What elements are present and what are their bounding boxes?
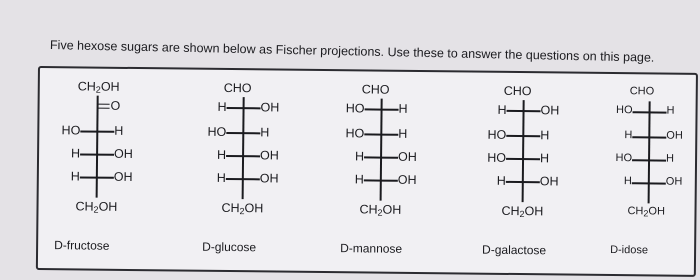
- right-substituent: H: [539, 151, 550, 166]
- left-substituent: H: [354, 149, 365, 164]
- top-group: $CH_2OH$: [77, 79, 120, 95]
- substituent-bond: [227, 107, 261, 109]
- right-substituent: OH: [665, 175, 683, 188]
- backbone-line: [380, 99, 383, 201]
- right-substituent: H: [114, 123, 124, 138]
- right-substituent: OH: [259, 171, 279, 186]
- molecule-glucose: [178, 69, 330, 271]
- left-substituent: HO: [61, 123, 81, 138]
- substituent-bond: [364, 179, 398, 181]
- right-substituent: OH: [397, 172, 417, 187]
- right-substituent: H: [398, 126, 408, 141]
- substituent-bond: [80, 176, 114, 178]
- page-heading: Five hexose sugars are shown below as Fischer projections. Use these to answer the questions on this page.: [49, 38, 655, 65]
- backbone-line: [96, 96, 99, 198]
- right-substituent: H: [666, 152, 675, 165]
- right-substituent: OH: [260, 148, 279, 163]
- fischer-projections-panel: [36, 66, 698, 277]
- right-substituent: H: [260, 125, 270, 140]
- substituent-bond: [632, 136, 666, 138]
- bottom-group: $CH_2OH$: [359, 202, 402, 218]
- left-substituent: H: [496, 173, 506, 188]
- left-substituent: H: [70, 169, 80, 184]
- backbone-line: [648, 101, 651, 203]
- right-substituent: H: [540, 128, 550, 143]
- top-group: CHO: [503, 83, 532, 99]
- substituent-bond: [226, 155, 260, 157]
- bottom-group: $CH_2OH$: [221, 200, 264, 217]
- double-bond-line: [98, 104, 110, 106]
- substituent-bond: [507, 110, 541, 112]
- right-substituent: OH: [113, 169, 133, 184]
- top-group: CHO: [361, 82, 390, 97]
- substituent-bond: [632, 159, 666, 161]
- substituent-bond: [226, 132, 260, 134]
- left-substituent: H: [216, 170, 226, 185]
- left-substituent: HO: [487, 150, 507, 165]
- right-substituent: OH: [260, 100, 280, 115]
- top-group: CHO: [223, 80, 252, 96]
- left-substituent: HO: [345, 101, 365, 116]
- sugar-name: D-mannose: [340, 241, 403, 256]
- left-substituent: H: [354, 172, 364, 187]
- left-substituent: H: [70, 146, 81, 161]
- substituent-bond: [80, 153, 114, 155]
- right-substituent: H: [398, 101, 408, 116]
- substituent-bond: [632, 182, 666, 184]
- substituent-bond: [365, 108, 399, 110]
- carbonyl-oxygen: O: [110, 98, 121, 113]
- left-substituent: HO: [615, 152, 633, 165]
- sugar-name: D-idose: [610, 244, 649, 257]
- left-substituent: HO: [345, 126, 365, 141]
- right-substituent: H: [666, 104, 675, 117]
- substituent-bond: [633, 111, 667, 113]
- left-substituent: H: [623, 175, 632, 188]
- left-substituent: HO: [487, 127, 507, 142]
- left-substituent: H: [497, 102, 507, 117]
- substituent-bond: [506, 158, 540, 160]
- substituent-bond: [364, 133, 398, 135]
- left-substituent: H: [217, 99, 227, 114]
- left-substituent: HO: [616, 104, 633, 117]
- right-substituent: OH: [666, 129, 683, 142]
- backbone-line: [242, 97, 245, 199]
- backbone-line: [522, 100, 525, 202]
- substituent-bond: [80, 130, 114, 132]
- substituent-bond: [506, 135, 540, 137]
- bottom-group: $CH_2OH$: [501, 203, 544, 220]
- substituent-bond: [506, 181, 540, 183]
- substituent-bond: [226, 178, 260, 180]
- bottom-group: $CH_2OH$: [75, 199, 118, 215]
- right-substituent: OH: [539, 174, 559, 189]
- molecule-idose: [586, 74, 700, 276]
- sugar-name: D-glucose: [202, 239, 257, 255]
- left-substituent: HO: [207, 124, 227, 139]
- substituent-bond: [364, 156, 398, 158]
- right-substituent: OH: [397, 149, 417, 164]
- molecule-mannose: [318, 71, 470, 273]
- right-substituent: OH: [540, 103, 560, 118]
- right-substituent: OH: [114, 146, 133, 161]
- left-substituent: H: [216, 147, 227, 162]
- left-substituent: H: [624, 129, 633, 142]
- top-group: CHO: [629, 85, 655, 98]
- molecule-fructose: [38, 68, 190, 270]
- double-bond-line: [98, 108, 110, 110]
- sugar-name: D-fructose: [54, 238, 110, 253]
- sugar-name: D-galactose: [482, 242, 547, 258]
- bottom-group: $CH_2OH$: [627, 205, 665, 219]
